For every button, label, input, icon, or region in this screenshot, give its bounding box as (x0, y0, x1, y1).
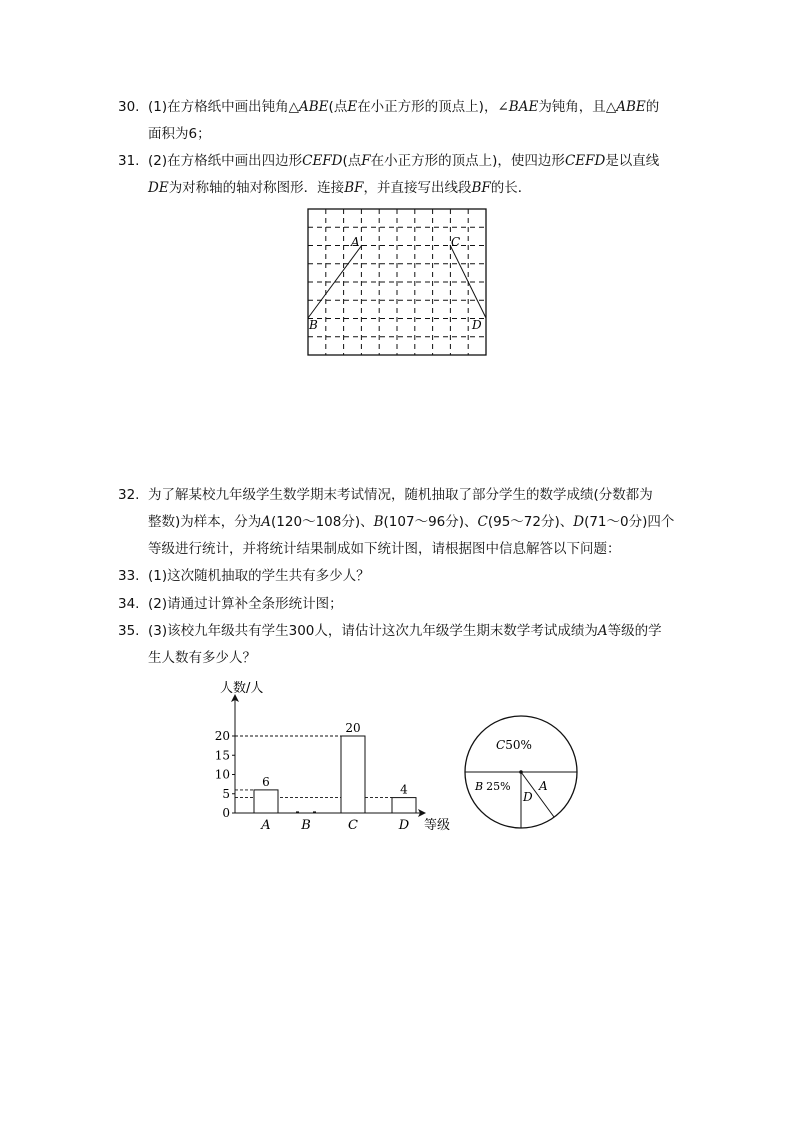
guide-lines (235, 736, 392, 798)
question-text: 是以直线 (605, 153, 660, 169)
question-text: 的长． (490, 180, 532, 196)
question-31 (118, 148, 659, 202)
bar-value-label: 20 (345, 721, 361, 735)
math-a: A (261, 514, 272, 530)
question-33 (118, 563, 370, 590)
category-label-b: B (301, 818, 311, 833)
question-number: 35. (118, 623, 140, 639)
question-text: (1)在方格纸中画出钝角 (148, 99, 289, 115)
bar-value-label: 4 (400, 782, 408, 797)
x-axis-label: 等级 (424, 818, 451, 833)
question-text: ，并直接写出线段 (363, 180, 472, 196)
bar-c (341, 736, 365, 813)
triangle-symbol: △ (288, 99, 300, 115)
point-d-label: D (472, 318, 482, 332)
math-c: C (477, 514, 488, 530)
category-label-c: C (348, 818, 358, 833)
question-text-line2: 生人数有多少人？ (148, 650, 256, 666)
y-tick-label: 0 (222, 806, 230, 820)
question-text: 的 (645, 99, 660, 115)
math-f: F (361, 153, 371, 169)
question-text: (1)这次随机抽取的学生共有多少人？ (148, 568, 370, 584)
grid-figure (300, 203, 496, 363)
question-number: 33. (118, 568, 140, 584)
question-text-line2: 面积为6； (148, 126, 211, 142)
question-35 (118, 618, 662, 672)
question-text: 为对称轴的轴对称图形．连接 (168, 180, 345, 196)
range-a: (120～108分)、 (271, 514, 374, 530)
pie-label-b: B 25% (475, 780, 511, 793)
question-text: 整数)为样本，分为 (148, 514, 262, 530)
question-text-line2 (118, 175, 659, 202)
category-labels (260, 818, 409, 833)
point-b-label: B (309, 318, 318, 332)
range-d: (71～0分)四个 (584, 514, 675, 530)
bar-chart (200, 676, 460, 836)
y-tick-label: 10 (214, 767, 230, 782)
range-c: (95～72分)、 (487, 514, 574, 530)
question-text-line2 (118, 509, 674, 536)
question-text-line3: 等级进行统计，并将统计结果制成如下统计图，请根据图中信息解答以下问题： (148, 541, 621, 557)
question-text: (点 (328, 99, 348, 115)
bars (254, 736, 416, 813)
question-number: 32. (118, 487, 140, 503)
math-a: A (597, 623, 608, 639)
y-axis-label: 人数/人 (220, 681, 264, 696)
y-tick-label: 20 (214, 729, 230, 743)
math-e: E (347, 99, 358, 115)
question-number: 30. (118, 99, 140, 115)
pie-center (519, 770, 523, 774)
question-number: 31. (118, 153, 140, 169)
math-abe: ABE (616, 99, 646, 115)
question-text: 为钝角，且 (538, 99, 606, 115)
question-text: (3)该校九年级共有学生300人，请估计这次九年级学生期末数学考试成绩为 (148, 623, 598, 639)
y-tick-label: 15 (214, 748, 230, 763)
triangle-symbol: △ (605, 99, 617, 115)
pie-label-d: D (523, 790, 533, 804)
math-abe: ABE (299, 99, 329, 115)
math-angle-bae: ∠BAE (497, 99, 539, 115)
question-text: 在小正方形的顶点上)， (357, 99, 498, 115)
question-text: 为了解某校九年级学生数学期末考试情况，随机抽取了部分学生的数学成绩(分数都为 (148, 487, 653, 503)
point-a-label: A (351, 235, 360, 249)
math-de: DE (148, 180, 169, 196)
pie-label-c: C50% (496, 738, 532, 752)
question-text: 等级的学 (607, 623, 662, 639)
bar-d (392, 798, 416, 813)
y-tick-label: 5 (222, 786, 230, 801)
math-cefd: CEFD (564, 153, 606, 169)
question-text: 在小正方形的顶点上)，使四边形 (370, 153, 565, 169)
pie-chart (458, 710, 588, 840)
question-34 (118, 591, 343, 618)
question-number: 34. (118, 596, 140, 612)
category-label-a: A (261, 818, 271, 833)
question-32 (118, 482, 674, 563)
question-30 (118, 94, 659, 148)
bar-a (254, 790, 278, 813)
range-b: (107～96分)、 (383, 514, 478, 530)
math-bf: BF (344, 180, 364, 196)
bar-value-label: 6 (262, 774, 270, 789)
math-d: D (573, 514, 585, 530)
question-text: (2)请通过计算补全条形统计图； (148, 596, 343, 612)
category-label-d: D (398, 818, 410, 833)
bar-value-labels (262, 721, 408, 797)
y-ticks (215, 729, 235, 820)
pie-label-a: A (539, 779, 548, 793)
math-b: B (373, 514, 384, 530)
question-text: (点 (342, 153, 362, 169)
question-text: (2)在方格纸中画出四边形 (148, 153, 303, 169)
point-c-label: C (451, 235, 461, 249)
math-cefd: CEFD (302, 153, 343, 169)
math-bf: BF (471, 180, 491, 196)
